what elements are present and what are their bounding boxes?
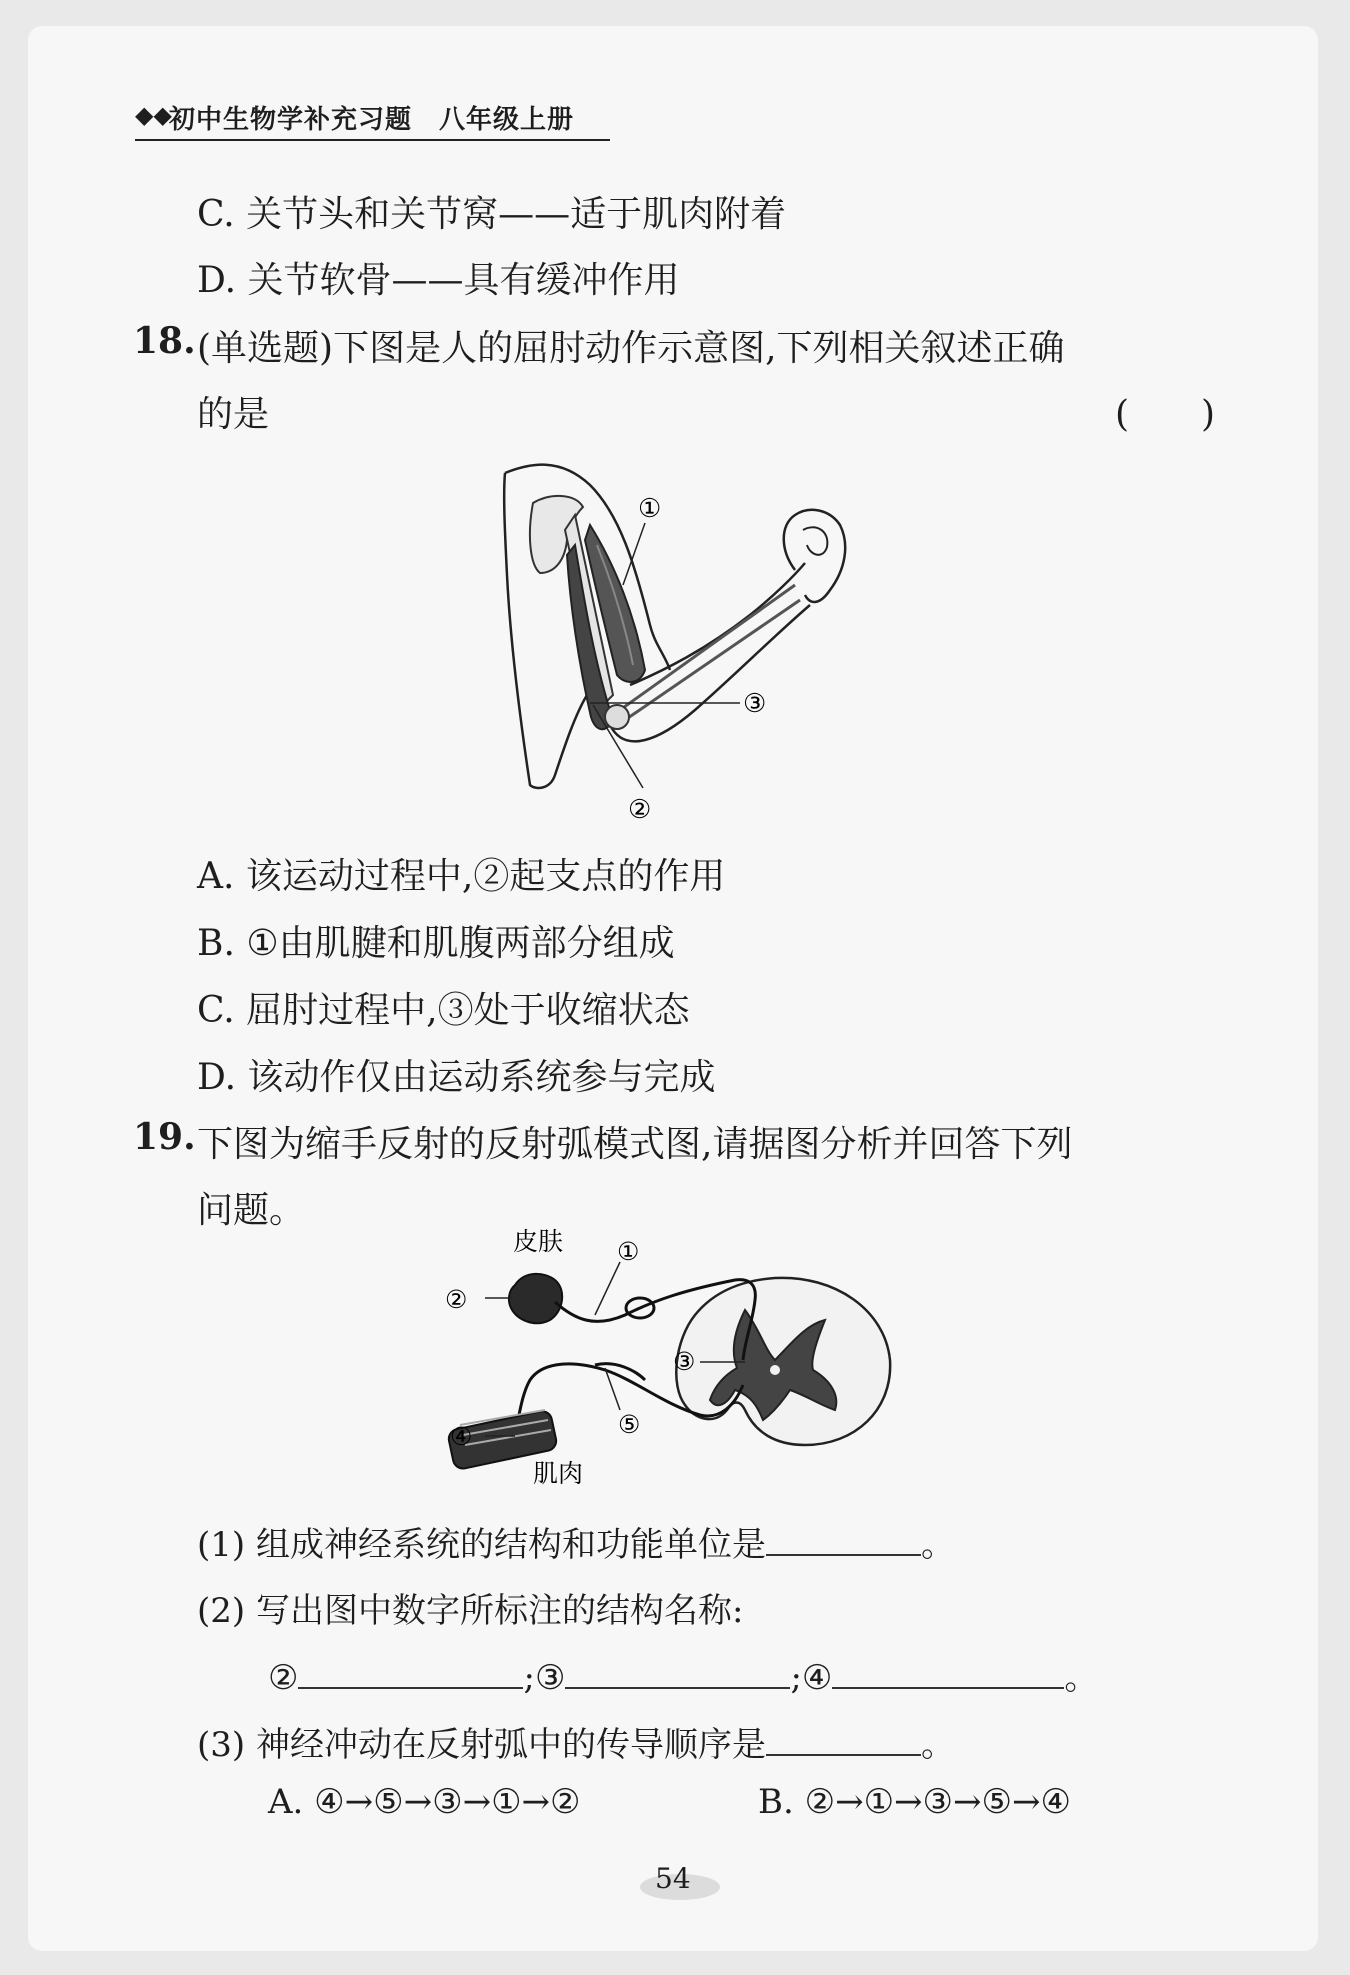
- q19-sub3-text: (3) 神经冲动在反射弧中的传导顺序是: [197, 1725, 766, 1765]
- q19-sub2: (2) 写出图中数字所标注的结构名称:: [197, 1591, 744, 1631]
- q19-sub3: [197, 1717, 955, 1766]
- q19-sub2-blank-4[interactable]: [832, 1653, 1064, 1689]
- q19-sub1: [197, 1517, 955, 1566]
- q19-sub2-end: 。: [1064, 1658, 1099, 1698]
- q19-sub2-marker-2: ②: [268, 1658, 299, 1698]
- muscle-label: 肌肉: [533, 1459, 584, 1488]
- q18-option-a: A. 该运动过程中,②起支点的作用: [197, 856, 726, 897]
- q19-sub2-sep1: ;: [523, 1658, 535, 1698]
- answer-parenthesis: ( ): [1115, 394, 1216, 435]
- q19-sub3-end: 。: [920, 1725, 955, 1765]
- reflex-arc-figure: [445, 1220, 915, 1490]
- diamond-bullet-icon: ◆◆: [135, 101, 172, 129]
- q19-sub3-blank[interactable]: [766, 1720, 921, 1756]
- q18-option-d: D. 该动作仅由运动系统参与完成: [197, 1057, 716, 1098]
- running-header: [135, 97, 610, 141]
- question-18-stem-line2: 的是: [197, 394, 270, 435]
- question-18-number: 18.: [133, 320, 196, 362]
- question-19-stem-line2: 问题。: [197, 1190, 306, 1231]
- figure-label-1: ①: [638, 494, 662, 524]
- q19-sub2-blank-2[interactable]: [298, 1653, 523, 1689]
- page-number: 54: [655, 1862, 691, 1895]
- q17-option-c: C. 关节头和关节窝——适于肌肉附着: [197, 194, 787, 235]
- reflex-label-5: ⑤: [618, 1410, 641, 1439]
- elbow-flexion-figure: [495, 455, 875, 830]
- book-title: 初中生物学补充习题 八年级上册: [169, 105, 575, 135]
- q19-sub3-option-b: B. ②→①→③→⑤→④: [758, 1782, 1071, 1822]
- q19-sub2-marker-3: ③: [534, 1658, 566, 1698]
- reflex-label-2: ②: [445, 1285, 468, 1314]
- q18-option-c: C. 屈肘过程中,③处于收缩状态: [197, 990, 690, 1031]
- q18-option-b: B. ①由肌腱和肌腹两部分组成: [197, 923, 675, 964]
- q19-sub1-blank[interactable]: [766, 1520, 921, 1556]
- q19-sub1-text: (1) 组成神经系统的结构和功能单位是: [197, 1525, 766, 1565]
- q19-sub2-marker-4: ④: [801, 1658, 833, 1698]
- figure-label-2: ②: [628, 795, 652, 825]
- q19-sub3-option-a: A. ④→⑤→③→①→②: [268, 1782, 581, 1822]
- figure-label-3: ③: [743, 689, 767, 719]
- q19-sub2-sep2: ;: [790, 1658, 802, 1698]
- question-19-stem-line1: 下图为缩手反射的反射弧模式图,请据图分析并回答下列: [197, 1124, 1073, 1165]
- reflex-label-4: ④: [450, 1422, 473, 1451]
- q19-sub1-end: 。: [920, 1525, 955, 1565]
- question-18-stem-line1: (单选题)下图是人的屈肘动作示意图,下列相关叙述正确: [197, 328, 1065, 369]
- q19-sub2-answers: [268, 1650, 1098, 1699]
- reflex-label-3: ③: [673, 1347, 696, 1376]
- reflex-label-1: ①: [617, 1237, 640, 1266]
- skin-label: 皮肤: [513, 1227, 564, 1256]
- q19-sub2-blank-3[interactable]: [565, 1653, 790, 1689]
- q17-option-d: D. 关节软骨——具有缓冲作用: [197, 260, 680, 301]
- question-19-number: 19.: [133, 1116, 196, 1158]
